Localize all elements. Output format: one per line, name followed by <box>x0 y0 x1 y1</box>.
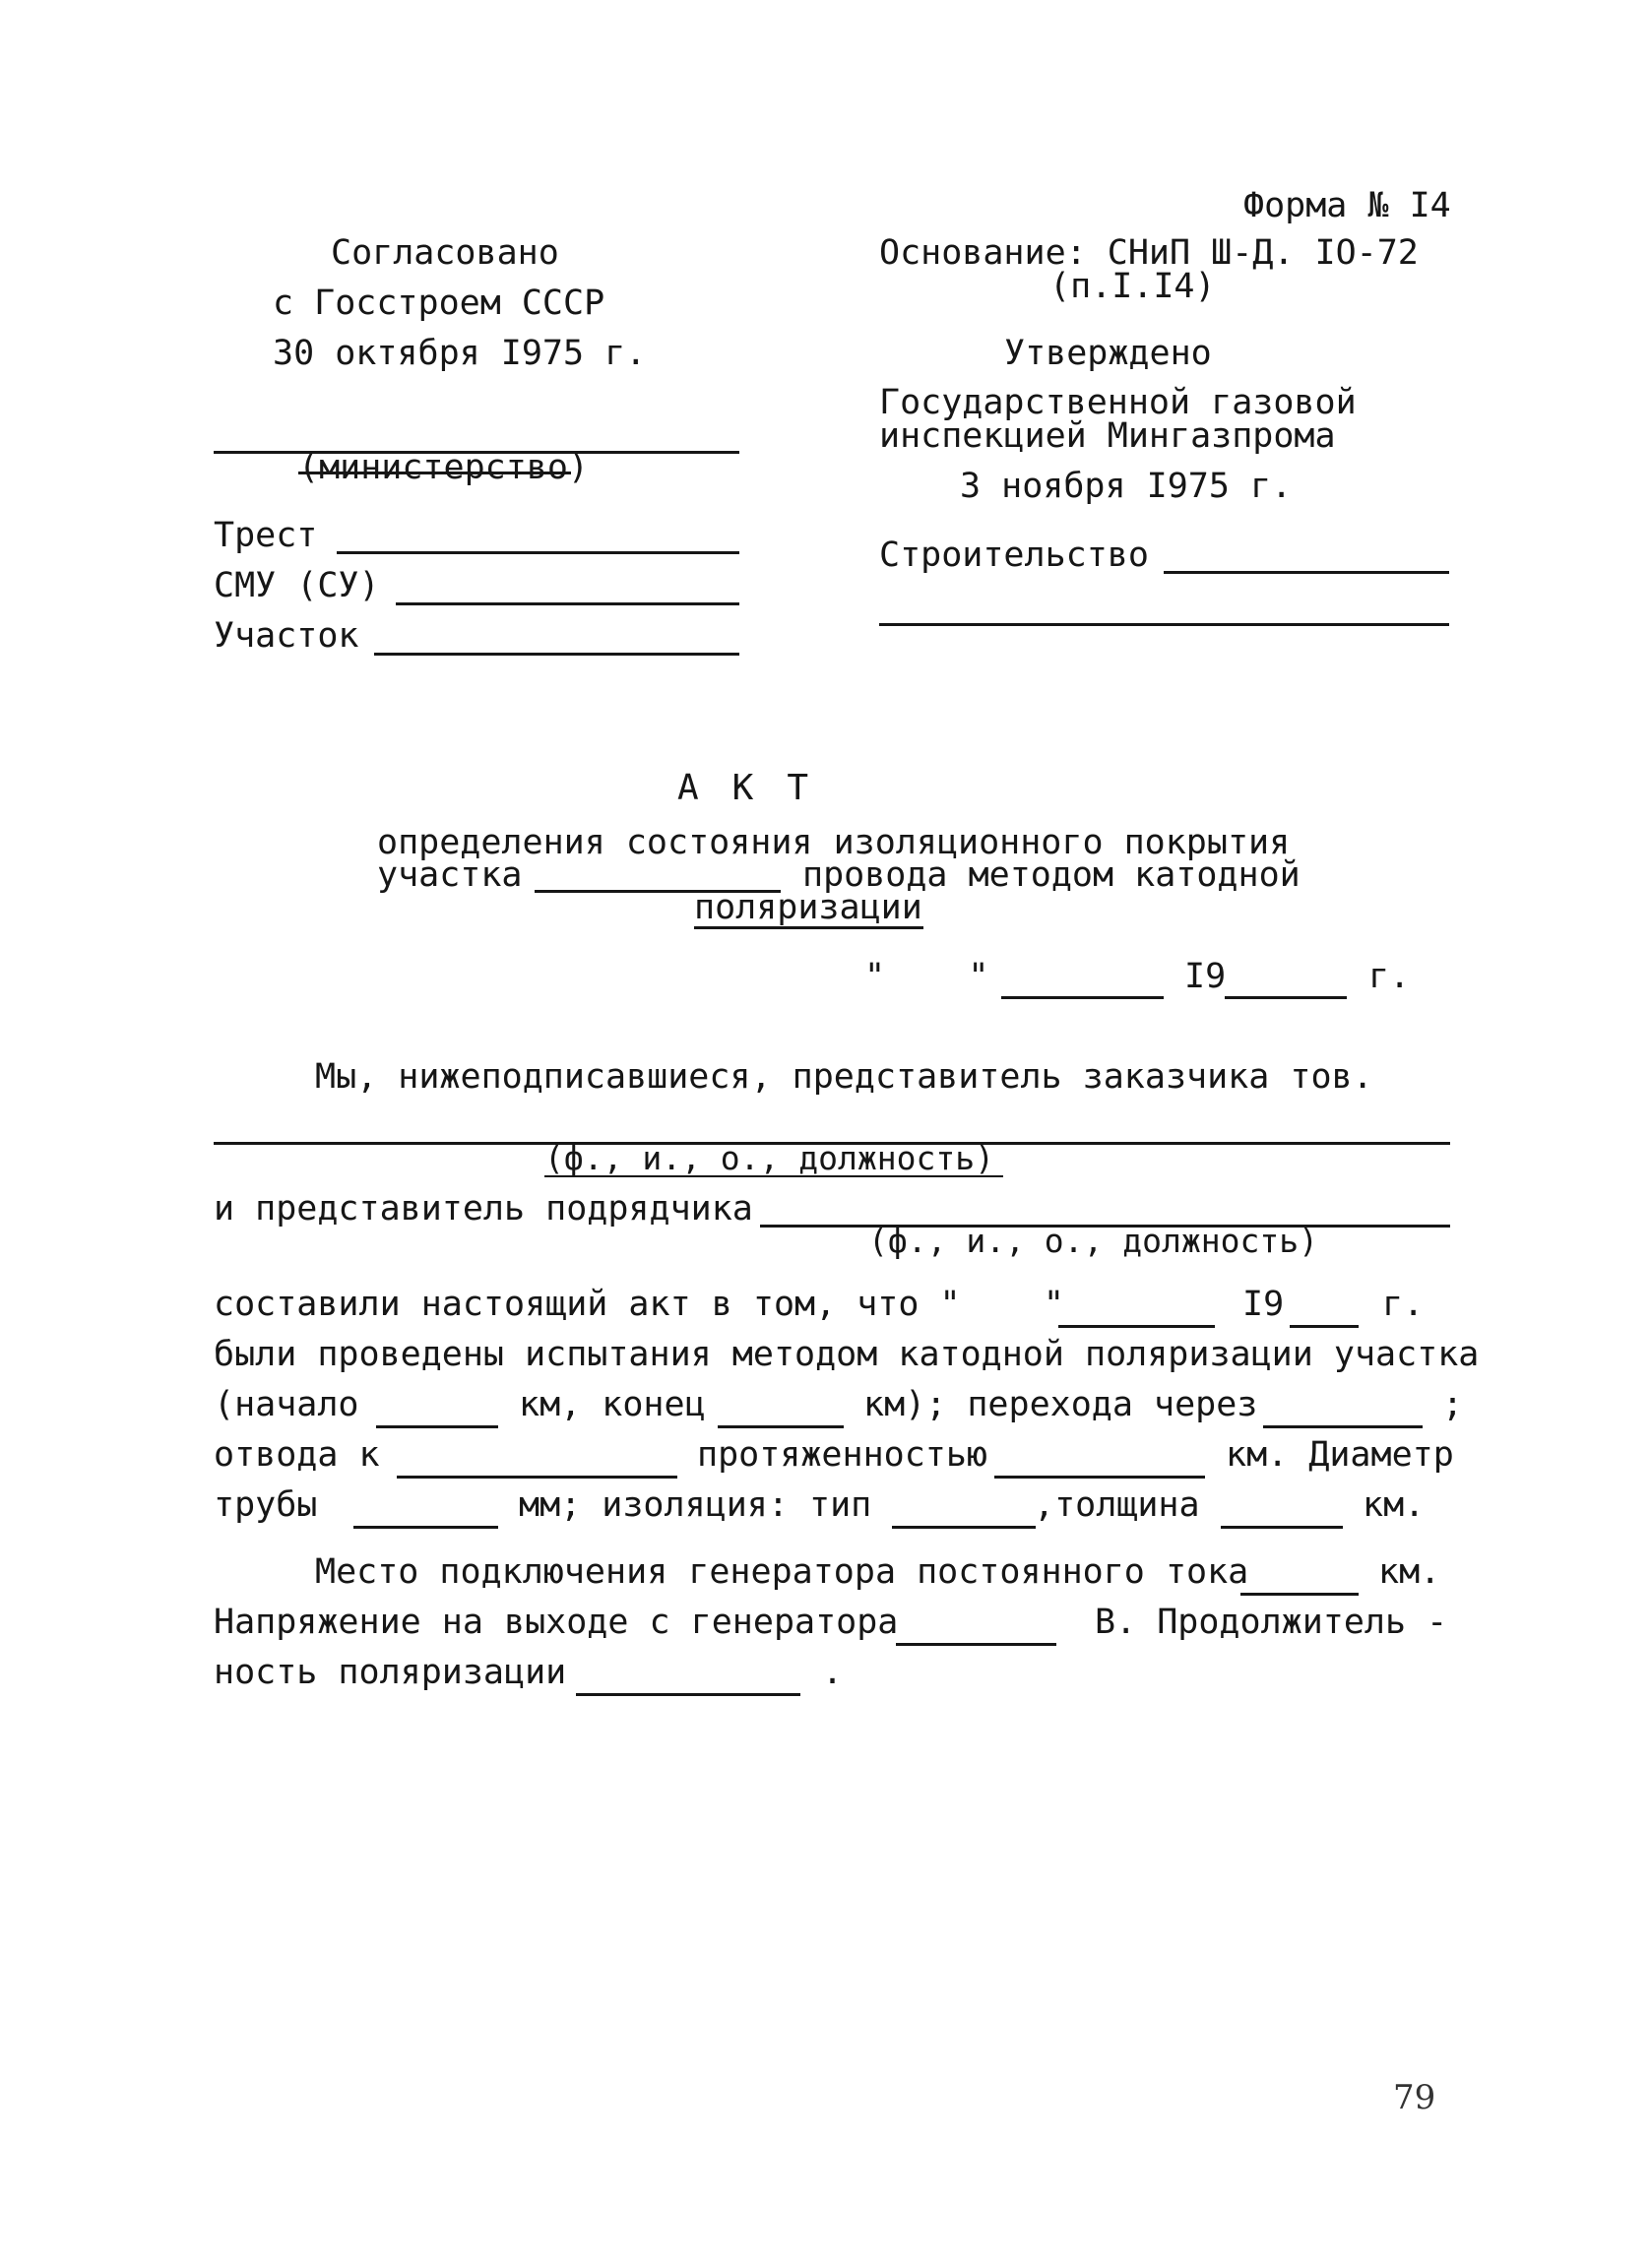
thickness-field-line[interactable] <box>1221 1526 1343 1529</box>
generator-km-field-line[interactable] <box>1240 1593 1359 1596</box>
body-line-4a: отвода к <box>214 1435 380 1475</box>
intro-text: Мы, нижеподписавшиеся, представитель заказчика тов. <box>315 1057 1373 1097</box>
date-year-field-line[interactable] <box>1225 996 1347 999</box>
section-label: Участок <box>214 616 359 656</box>
construction-field-line[interactable] <box>1164 571 1449 574</box>
section-field-line[interactable] <box>374 653 739 656</box>
para2-line-3a: ность поляризации <box>214 1653 567 1692</box>
act-subtitle-line-2b: провода методом катодной <box>802 855 1301 895</box>
agreed-line-1: Согласовано <box>331 233 559 273</box>
para2-line-1a: Место подключения генератора постоянного тока <box>315 1552 1249 1592</box>
para2-line-3b: . <box>822 1653 844 1692</box>
body-line-5d: км. <box>1363 1485 1426 1525</box>
start-km-field-line[interactable] <box>376 1425 498 1428</box>
test-date-year-field-line[interactable] <box>1290 1325 1359 1328</box>
end-km-field-line[interactable] <box>718 1425 844 1428</box>
body-line-1a: составили настоящий акт в том, что " " <box>214 1285 1064 1324</box>
act-subtitle-line-1: определения состояния изоляционного покрытия <box>377 823 1291 862</box>
approved-by-line-1: Государственной газовой <box>879 383 1357 422</box>
polarization-duration-field-line[interactable] <box>576 1693 800 1696</box>
smu-field-line[interactable] <box>396 602 739 605</box>
body-line-1b: I9 <box>1242 1285 1285 1324</box>
fio-caption-1: (ф., и., о., должность) <box>544 1139 994 1177</box>
smu-label: СМУ (СУ) <box>214 566 380 605</box>
body-line-4c: км. Диаметр <box>1226 1435 1454 1475</box>
page-number: 79 <box>1393 2078 1436 2117</box>
ministry-caption: (министерство) <box>298 448 590 487</box>
crossing-field-line[interactable] <box>1263 1425 1423 1428</box>
pipe-diameter-field-line[interactable] <box>353 1526 498 1529</box>
test-date-day-field-line[interactable] <box>1058 1325 1215 1328</box>
body-line-4b: протяженностью <box>697 1435 988 1475</box>
basis-line-2: (п.I.I4) <box>1049 267 1216 306</box>
date-g: г. <box>1368 957 1411 996</box>
body-line-3d: ; <box>1442 1385 1464 1424</box>
act-title: АКТ <box>677 768 843 808</box>
construction-field-line-2[interactable] <box>879 623 1449 626</box>
para2-line-2a: Напряжение на выходе с генератора <box>214 1603 899 1642</box>
para2-line-2b: В. Продолжитель - <box>1095 1603 1448 1642</box>
trust-label: Трест <box>214 516 318 555</box>
body-line-5c: ,толщина <box>1034 1485 1200 1525</box>
body-line-5a: трубы <box>214 1485 318 1525</box>
date-year-prefix: I9 <box>1184 957 1227 996</box>
body-line-3a: (начало <box>214 1385 359 1424</box>
contractor-label: и представитель подрядчика <box>214 1189 753 1228</box>
approved-by-line-2: инспекцией Мингазпрома <box>879 416 1336 456</box>
para2-line-1b: км. <box>1378 1552 1441 1592</box>
ministry-underline <box>298 472 571 474</box>
date-month-field-line[interactable] <box>1001 996 1164 999</box>
agreed-line-3: 30 октября I975 г. <box>273 334 647 373</box>
approved-date: 3 ноября I975 г. <box>960 467 1293 506</box>
body-line-3c: км); перехода через <box>863 1385 1258 1424</box>
subtitle-underline <box>694 926 923 929</box>
basis-line-1: Основание: СНиП Ш-Д. IO-72 <box>879 233 1419 273</box>
construction-label: Строительство <box>879 536 1149 575</box>
approved-heading: Утверждено <box>1004 334 1212 373</box>
trust-field-line[interactable] <box>337 551 739 554</box>
agreed-line-2: с Госстроем СССР <box>273 284 605 323</box>
body-line-3b: км, конец <box>519 1385 706 1424</box>
length-field-line[interactable] <box>994 1476 1205 1479</box>
form-number: Форма № I4 <box>1243 186 1451 225</box>
body-line-2: были проведены испытания методом катодной поляризации участка <box>214 1335 1480 1374</box>
voltage-field-line[interactable] <box>896 1643 1056 1646</box>
body-line-1c: г. <box>1382 1285 1425 1324</box>
fio-caption-1-underline <box>544 1175 1003 1177</box>
act-subtitle-line-3: поляризации <box>694 888 922 927</box>
act-subtitle-line-2a: участка <box>377 855 523 895</box>
date-quotes: " " <box>864 957 989 996</box>
body-line-5b: мм; изоляция: тип <box>519 1485 872 1525</box>
branch-field-line[interactable] <box>397 1476 677 1479</box>
fio-caption-2: (ф., и., о., должность) <box>868 1222 1318 1260</box>
insulation-type-field-line[interactable] <box>892 1526 1036 1529</box>
